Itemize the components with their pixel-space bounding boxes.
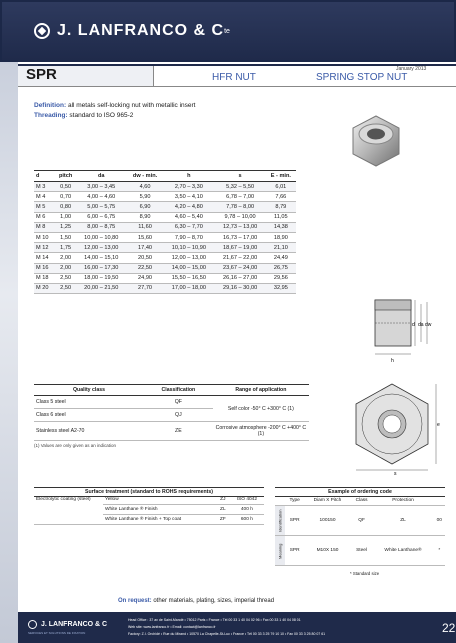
on-request-line xyxy=(118,598,274,604)
surface-spec: 600 h xyxy=(230,515,264,525)
dimension-cell: 27,70 xyxy=(127,283,163,293)
example-class: QF xyxy=(351,506,373,536)
dimension-cell: 14,38 xyxy=(266,222,296,232)
quality-class: Class 6 steel xyxy=(34,409,144,422)
threading-text: standard to ISO 965-2 xyxy=(69,112,134,119)
dimension-cell: 8,79 xyxy=(266,202,296,212)
table-row xyxy=(34,273,296,283)
surface-code: ZJ xyxy=(216,495,230,505)
footer-logo xyxy=(28,620,107,629)
dimension-cell: M 4 xyxy=(34,192,56,202)
brand-name: J. LANFRANCO & C xyxy=(57,22,225,39)
table-row xyxy=(34,495,264,505)
col-pitch: pitch xyxy=(56,171,76,182)
dimension-cell: 12,73 – 13,00 xyxy=(214,222,265,232)
dimension-cell: M 8 xyxy=(34,222,56,232)
dimension-cell: 10,10 – 10,90 xyxy=(163,243,214,253)
surface-spec: ISO 4042 xyxy=(230,495,264,505)
surface-finish: White Lanthane ® Finish + Top coat xyxy=(103,515,216,525)
top-divider xyxy=(18,64,456,66)
table-row xyxy=(275,536,445,566)
header-bar xyxy=(0,0,456,62)
standard-size-note: * Standard size xyxy=(350,571,380,576)
svg-text:da: da xyxy=(418,322,424,328)
table-row xyxy=(34,263,296,273)
dimension-cell: 4,00 – 4,60 xyxy=(76,192,127,202)
dimension-cell: 1,25 xyxy=(56,222,76,232)
dimension-cell: M 10 xyxy=(34,232,56,242)
surface-finish: Yellow xyxy=(103,495,216,505)
col-e: E - min. xyxy=(266,171,296,182)
edition-date: January 2013 xyxy=(396,66,427,72)
example-extra: * xyxy=(434,536,446,566)
tab-divider xyxy=(18,86,456,87)
dimension-header-row xyxy=(34,171,296,182)
dimension-cell: 7,78 – 8,00 xyxy=(214,202,265,212)
surface-spec: 400 h xyxy=(230,505,264,515)
example-protection: White Lanthane® xyxy=(372,536,433,566)
dimension-cell: 16,00 – 17,30 xyxy=(76,263,127,273)
col-h: h xyxy=(163,171,214,182)
on-request-text: other materials, plating, sizes, imperial thread xyxy=(153,598,275,604)
example-class: Steel xyxy=(351,536,373,566)
dimension-cell: 18,00 – 19,50 xyxy=(76,273,127,283)
svg-text:d: d xyxy=(412,322,415,328)
classification: QJ xyxy=(144,409,213,422)
dimension-cell: 2,50 xyxy=(56,273,76,283)
table-row xyxy=(34,243,296,253)
svg-text:e: e xyxy=(437,422,440,428)
head-office: Head Office : 37 av de Saint-Mandé • 75012 Paris • France • Tél 00 33 1 40 04 02 96 • Fax 00 33 1 40 04 08 01 xyxy=(128,618,301,622)
dimension-cell: 20,00 – 21,50 xyxy=(76,283,127,293)
dimension-cell: 5,32 – 5,50 xyxy=(214,182,265,192)
brand-logo: J. LANFRANCO & C te xyxy=(34,22,230,40)
table-row xyxy=(34,253,296,263)
dimension-cell: 7,90 – 8,70 xyxy=(163,232,214,242)
side-band xyxy=(0,62,18,643)
surface-title: Surface treatment (standard to ROHS requirements) xyxy=(34,487,264,497)
svg-text:s: s xyxy=(394,471,397,476)
website: Web site: www.lanfranco.fr • Email: contact@lanfranco.fr xyxy=(128,625,216,629)
col-dw: dw - min. xyxy=(127,171,163,182)
dimension-cell: M 14 xyxy=(34,253,56,263)
dimension-cell: 8,00 – 8,75 xyxy=(76,222,127,232)
logo-icon xyxy=(34,23,50,39)
table-row xyxy=(34,202,296,212)
quality-table xyxy=(34,384,309,441)
dimension-table xyxy=(34,170,296,294)
footer-brand: J. LANFRANCO & C xyxy=(41,621,108,628)
dimension-cell: 32,95 xyxy=(266,283,296,293)
dimension-cell: 14,00 – 15,10 xyxy=(76,253,127,263)
dimension-cell: 12,00 – 13,00 xyxy=(163,253,214,263)
on-request-label: On request: xyxy=(118,598,152,604)
table-row xyxy=(34,192,296,202)
example-type: SPR xyxy=(285,536,304,566)
side-view-drawing xyxy=(355,290,441,366)
dimension-cell: 29,56 xyxy=(266,273,296,283)
svg-text:dw: dw xyxy=(425,322,432,328)
dimension-cell: M 18 xyxy=(34,273,56,283)
dimension-cell: 3,00 – 3,45 xyxy=(76,182,127,192)
dimension-cell: 26,75 xyxy=(266,263,296,273)
table-row xyxy=(34,182,296,192)
product-code: SPR xyxy=(26,66,57,83)
table-row xyxy=(275,506,445,536)
dimension-cell: 1,75 xyxy=(56,243,76,253)
dimension-cell: M 5 xyxy=(34,202,56,212)
table-row xyxy=(34,396,309,409)
dimension-cell: 0,80 xyxy=(56,202,76,212)
example-type: SPR xyxy=(285,506,304,536)
dimension-cell: 26,16 – 27,00 xyxy=(214,273,265,283)
dimension-cell: 23,67 – 24,00 xyxy=(214,263,265,273)
table-row xyxy=(34,232,296,242)
dimension-cell: 24,90 xyxy=(127,273,163,283)
dimension-cell: 16,73 – 17,00 xyxy=(214,232,265,242)
dimension-cell: 12,00 – 13,00 xyxy=(76,243,127,253)
dimension-cell: 1,50 xyxy=(56,232,76,242)
application-stainless: Corrosive atmosphere -200° C +400° C (1) xyxy=(213,422,309,441)
col-diam-pitch: Diam X Pitch xyxy=(304,496,350,506)
example-title: Example of ordering code xyxy=(275,487,445,497)
col-da: da xyxy=(76,171,127,182)
col-classification: Classification xyxy=(144,385,213,396)
footer-tagline: SERVICES ET SOLUTIONS DE FIXATION xyxy=(28,631,86,635)
quality-class: Class 5 steel xyxy=(34,396,144,409)
dimension-cell: 6,78 – 7,00 xyxy=(214,192,265,202)
dimension-cell: 29,16 – 30,00 xyxy=(214,283,265,293)
example-extra: 00 xyxy=(434,506,446,536)
dimension-cell: M 12 xyxy=(34,243,56,253)
dimension-cell: 22,50 xyxy=(127,263,163,273)
definition-text: all metals self-locking nut with metallic insert xyxy=(67,102,196,109)
dimension-cell: 15,50 – 16,50 xyxy=(163,273,214,283)
dimension-cell: 4,60 xyxy=(127,182,163,192)
surface-code: ZF xyxy=(216,515,230,525)
dimension-cell: 9,78 – 10,00 xyxy=(214,212,265,222)
dimension-cell: 21,10 xyxy=(266,243,296,253)
dimension-cell: 5,00 – 5,75 xyxy=(76,202,127,212)
dimension-cell: 20,50 xyxy=(127,253,163,263)
dimension-cell: 21,67 – 22,00 xyxy=(214,253,265,263)
dimension-cell: 6,90 xyxy=(127,202,163,212)
dimension-cell: 11,60 xyxy=(127,222,163,232)
dimension-cell: 0,70 xyxy=(56,192,76,202)
footer-bar xyxy=(18,612,456,643)
surface-finish: White Lanthane ® Finish xyxy=(103,505,216,515)
example-diam: 100150 xyxy=(304,506,350,536)
factory: Factory: Z.I. Orchidé • Rue du Mirand • 10570 La Chapelle-St-Luc • France • Tél 00 33 3 25 79 10 10 • Fax 00 33 3 25 80 07 61 xyxy=(128,632,326,636)
surface-code: ZL xyxy=(216,505,230,515)
table-row xyxy=(34,222,296,232)
nut-photo xyxy=(345,110,407,172)
dimension-cell: M 6 xyxy=(34,212,56,222)
dimension-cell: 2,00 xyxy=(56,263,76,273)
dimension-cell: 1,00 xyxy=(56,212,76,222)
dimension-cell: 18,90 xyxy=(266,232,296,242)
dimension-cell: 6,00 – 6,75 xyxy=(76,212,127,222)
table-row xyxy=(34,212,296,222)
dimension-cell: 15,60 xyxy=(127,232,163,242)
footer-address xyxy=(128,617,325,638)
dimension-cell: 2,70 – 3,30 xyxy=(163,182,214,192)
classification: ZE xyxy=(144,422,213,441)
quality-note: (1) Values are only given as an indication xyxy=(34,443,116,448)
col-class: Class xyxy=(351,496,373,506)
identification-label: Identification xyxy=(275,506,285,536)
col-extra xyxy=(434,496,446,506)
dimension-cell: 24,49 xyxy=(266,253,296,263)
dimension-cell: 17,00 – 18,00 xyxy=(163,283,214,293)
classification: QF xyxy=(144,396,213,409)
surface-table xyxy=(34,495,264,525)
dimension-cell: 2,50 xyxy=(56,283,76,293)
dimension-cell: 5,90 xyxy=(127,192,163,202)
example-diam: M10X 150 xyxy=(304,536,350,566)
table-row xyxy=(34,283,296,293)
dimension-cell: 3,50 – 4,10 xyxy=(163,192,214,202)
col-d: d xyxy=(34,171,56,182)
category-spring: SPRING STOP NUT xyxy=(316,72,408,83)
dimension-cell: 2,00 xyxy=(56,253,76,263)
dimension-cell: 17,40 xyxy=(127,243,163,253)
logo-icon xyxy=(28,620,37,629)
svg-text:h: h xyxy=(391,358,394,364)
definition-block xyxy=(34,101,195,121)
quality-header-row xyxy=(34,385,309,396)
dimension-cell: M 16 xyxy=(34,263,56,273)
threading-label: Threading: xyxy=(34,112,68,119)
top-view-drawing xyxy=(342,378,442,476)
definition-label: Definition: xyxy=(34,102,67,109)
dimension-cell: 7,66 xyxy=(266,192,296,202)
dimension-cell: 8,90 xyxy=(127,212,163,222)
dimension-cell: 6,01 xyxy=(266,182,296,192)
example-corner xyxy=(275,496,285,506)
dimension-cell: 4,20 – 4,80 xyxy=(163,202,214,212)
example-table xyxy=(275,496,445,566)
col-s: s xyxy=(214,171,265,182)
example-header-row xyxy=(275,496,445,506)
application-steel: Self color -50° C +300° C (1) xyxy=(213,396,309,422)
dimension-cell: 11,05 xyxy=(266,212,296,222)
col-type: Type xyxy=(285,496,304,506)
dimension-cell: 18,67 – 19,00 xyxy=(214,243,265,253)
quality-class: Stainless steel A2-70 xyxy=(34,422,144,441)
surface-label: Electrolytic coating (steel) xyxy=(34,495,103,525)
category-hfr: HFR NUT xyxy=(212,72,256,83)
dimension-cell: M 3 xyxy=(34,182,56,192)
col-quality-class: Quality class xyxy=(34,385,144,396)
col-protection: Protection xyxy=(372,496,433,506)
table-row xyxy=(34,422,309,441)
dimension-cell: 14,00 – 15,00 xyxy=(163,263,214,273)
meaning-label: Meaning xyxy=(275,536,285,566)
dimension-cell: 6,30 – 7,70 xyxy=(163,222,214,232)
col-range: Range of application xyxy=(213,385,309,396)
dimension-cell: 0,50 xyxy=(56,182,76,192)
dimension-cell: 10,00 – 10,80 xyxy=(76,232,127,242)
dimension-cell: M 20 xyxy=(34,283,56,293)
example-protection: ZL xyxy=(372,506,433,536)
dimension-cell: 4,60 – 5,40 xyxy=(163,212,214,222)
page-number: 22 xyxy=(442,621,456,635)
